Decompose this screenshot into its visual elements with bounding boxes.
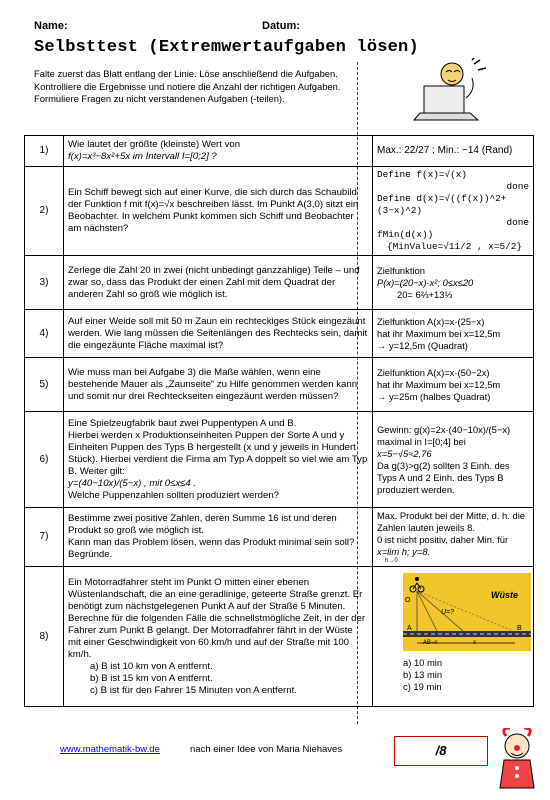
task-question <box>64 508 373 567</box>
subtask-a: a) B ist 10 km von A entfernt. <box>90 660 213 672</box>
answer-line: Gewinn: g(x)=2x·(40−10x)/(5−x) <box>377 423 511 435</box>
answer-line: maximal in I=[0;4] bei <box>377 435 466 447</box>
task-question: Ein Schiff bewegt sich auf einer Kurve, die sich durch das Schaubild der Funktion f mit f(x)=√x beschreiben lässt. Im Punkt A(3,0) sitzt ein Beobachter. In welchem Punkt kommen sich Schiff und Beobachter am nächsten? <box>64 167 373 256</box>
task-number: 7) <box>25 508 64 567</box>
answer-line: Define f(x)=√(x) <box>377 169 468 180</box>
question-line: f(x)=x³−8x²+5x im Intervall I=[0;2] ? <box>68 151 217 162</box>
website-link[interactable]: www.mathematik-bw.de <box>60 744 160 755</box>
x-label: x <box>473 640 476 646</box>
question-line: y=(40−10x)/(5−x) , mit 0≤x≤4 . <box>68 477 197 489</box>
answer-line: fMin(d(x)) <box>377 229 434 240</box>
name-label: Name: <box>34 20 68 32</box>
o-label: O <box>405 597 411 604</box>
answer-line: done <box>506 181 529 192</box>
question-line: Welche Puppenzahlen sollten produziert werden? <box>68 489 280 501</box>
answer-line: Zielfunktion <box>377 264 425 276</box>
answer-line: done <box>506 217 529 228</box>
task-row-6 <box>25 412 534 508</box>
laptop-person-illustration <box>410 58 492 124</box>
clown-illustration <box>492 728 542 790</box>
task-table <box>24 135 534 707</box>
subtask-b: b) B ist 15 km von A entfernt. <box>90 672 213 684</box>
question-line: Wie lautet der größte (kleinste) Wert von <box>68 139 241 150</box>
task-number: 6) <box>25 412 64 508</box>
footer-credit: nach einer Idee von Maria Niehaves <box>190 744 343 755</box>
task-number: 4) <box>25 310 64 358</box>
task-row-7 <box>25 508 534 567</box>
task-row-1 <box>25 136 534 167</box>
task-row-3 <box>25 256 534 310</box>
footer-link-wrap <box>60 744 160 755</box>
task-question <box>64 136 373 167</box>
task-question <box>64 412 373 508</box>
task-answer <box>373 310 534 358</box>
task-answer <box>373 508 534 567</box>
task-row-5 <box>25 358 534 412</box>
task-answer <box>373 412 534 508</box>
answer-line: x=5−√5≈2,76 <box>377 447 432 459</box>
question-line: Hierbei werden x Produktionseinheiten Puppen der Sorte A und y Einheiten Puppen des Typs B hergestellt (x und y jeweils in Hundert Stück). Hierbei verdient die Firma am Typ A doppelt so viel wie am Typ B. Weiter gilt: <box>68 429 368 477</box>
score-box: /8 <box>394 736 488 766</box>
question-line: Eine Spielzeugfabrik baut zwei Puppentypen A und B. <box>68 417 297 429</box>
answer-line: x=lim h; y=8. <box>377 546 431 557</box>
answer-line: 0 ist nicht positiv, daher Min. für <box>377 534 509 545</box>
answer-line: a) 10 min <box>403 657 443 668</box>
intro-text: Falte zuerst das Blatt entlang der Linie. Löse anschließend die Aufgaben. Kontrolliere die Ergebnisse und notiere die Anzahl der richtigen Aufgaben. Formuliere Fragen zu nicht verstandenen Aufgaben (-teilen). <box>34 68 341 105</box>
answer-line: hat ihr Maximum bei x=12,5m <box>377 327 501 339</box>
question-line: Bestimme zwei positive Zahlen, deren Summe 16 ist und deren Produkt so groß wie möglich ist. <box>68 513 337 536</box>
answer-line: P(x)=(20−x)·x²; 0≤x≤20 <box>377 276 474 288</box>
task-question <box>64 567 373 707</box>
task-number: 3) <box>25 256 64 310</box>
answer-line: c) 19 min <box>403 681 442 692</box>
a-label: A <box>407 625 412 632</box>
b-label: B <box>517 625 522 632</box>
answer-line: {MinValue=√11/2 , x=5/2} <box>387 241 523 252</box>
task-number: 8) <box>25 567 64 707</box>
task-number: 5) <box>25 358 64 412</box>
task-answer <box>373 167 534 256</box>
task-question: Auf einer Weide soll mit 50 m Zaun ein rechteckiges Stück eingezäunt werden. Wie lang müssen die Seitenlängen des Rechtecks sein, damit die eingezäunte Fläche maximal ist? <box>64 310 373 358</box>
question-text: Ein Motorradfahrer steht im Punkt O mitten einer ebenen Wüstenlandschaft, die an eine geradlinige, geteerte Straße grenzt. Er benötigt zum nächstgelegenen Punkt A auf der Straße 5 Minuten. Berechne für die folgenden Fälle die schnellstmögliche Zeit, in der der Fahrer zum Punkt B gelangt. Der Motorradfahrer fährt in der Wüste mit einer Geschwindigkeit von 60 km/h und auf der Straße mit 100 km/h. <box>68 576 366 660</box>
task-row-2 <box>25 167 534 256</box>
answer-line: Zielfunktion A(x)=x·(50−2x) <box>377 366 490 378</box>
task-row-8 <box>25 567 534 707</box>
task-answer: Max.: 22/27 ; Min.: −14 (Rand) <box>373 136 534 167</box>
page-title: Selbsttest (Extremwertaufgaben lösen) <box>34 38 419 57</box>
answer-line: b) 13 min <box>403 669 443 680</box>
answer-line: Define d(x)=√((f(x))^2+(3−x)^2) <box>377 193 507 216</box>
task-question: Zerlege die Zahl 20 in zwei (nicht unbedingt ganzzahlige) Teile – und zwar so, dass das Produkt der einen Zahl mit dem Quadrat der anderen Zahl so groß wie möglich ist. <box>64 256 373 310</box>
answer-line: 20= 6⅔+13⅓ <box>397 288 453 300</box>
subtask-c: c) B ist für den Fahrer 15 Minuten von A entfernt. <box>90 684 297 696</box>
answer-line: h→0 <box>385 558 398 564</box>
task-row-4 <box>25 310 534 358</box>
task-answer <box>373 256 534 310</box>
answer-line: Max. Produkt bei der Mitte, d. h. die Zahlen lauten jeweils 8. <box>377 510 525 533</box>
answer-line: Da g(3)>g(2) sollten 3 Einh. des Typs A und 2 Einh. des Typs B produziert werden. <box>377 459 510 495</box>
motorcycle-figure <box>403 573 531 651</box>
desert-label: Wüste <box>491 590 518 600</box>
date-label: Datum: <box>262 20 300 32</box>
task-answer <box>373 567 534 707</box>
u-label: U=? <box>441 609 455 616</box>
task-number: 1) <box>25 136 64 167</box>
task-question: Wie muss man bei Aufgabe 3) die Maße wählen, wenn eine bestehende Mauer als „Zaunseite“ zu Hilfe genommen werden kann und somit nur drei Rechteckseiten eingezäunt werden müssen? <box>64 358 373 412</box>
answer-line: → y=12,5m (Quadrat) <box>377 339 468 351</box>
task-number: 2) <box>25 167 64 256</box>
answer-line: → y=25m (halbes Quadrat) <box>377 390 491 402</box>
ab-label: AB−x <box>423 640 438 646</box>
answer-line: Zielfunktion A(x)=x·(25−x) <box>377 315 485 327</box>
answer-line: hat ihr Maximum bei x=12,5m <box>377 378 501 390</box>
question-line: Kann man das Problem lösen, wenn das Produkt minimal sein soll? Begründe. <box>68 537 355 560</box>
task-answer <box>373 358 534 412</box>
